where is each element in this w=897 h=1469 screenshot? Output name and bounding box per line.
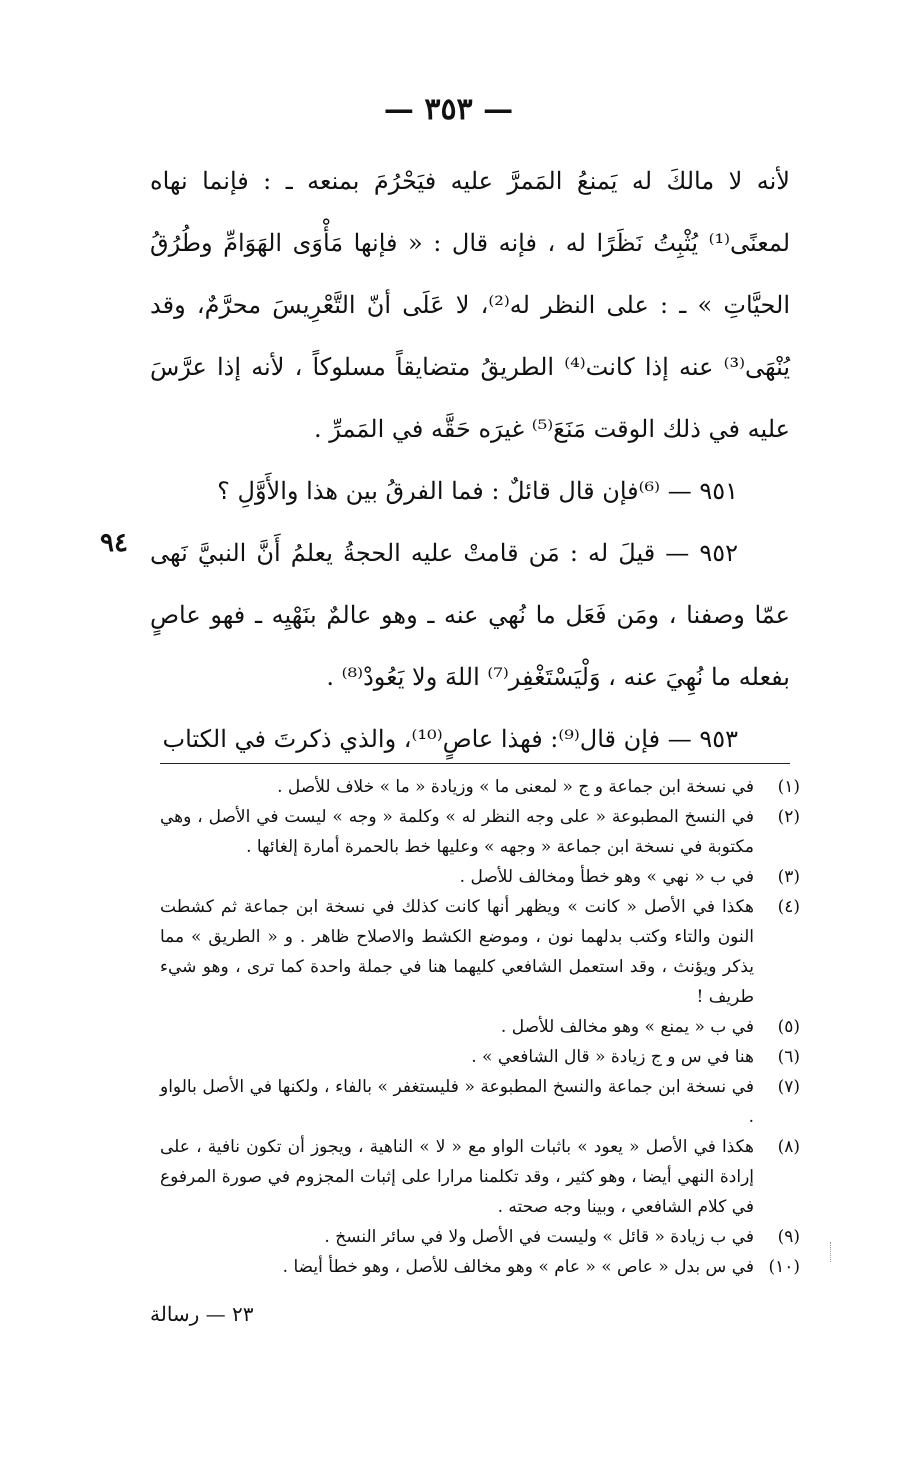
footnote-text: في ب زيادة « قائل » وليست في الأصل ولا في سائر النسخ . (324, 1227, 754, 1247)
footnote (160, 1042, 800, 1072)
printer-signature: ٢٣ — رسالة (150, 1302, 254, 1326)
footnote (160, 862, 800, 892)
footnote-text: في نسخة ابن جماعة والنسخ المطبوعة « فليستغفر » بالفاء ، ولكنها في الأصل بالواو . (160, 1077, 754, 1127)
paragraph-continuation: لأنه لا مالكَ له يَمنعُ المَمرَّ عليه فيَحْرُمَ بمنعه ـ : فإنما نهاه لمعنًى⁽¹⁾ يُثْبِتُ نَظَرًا له ، فإنه قال : « فإنها مَأْوَى الهَوَامِّ وطُرُقُ الحيَّاتِ » ـ : على النظر له⁽²⁾، لا عَلَى أنّ التَّعْرِيسَ محرَّمٌ، وقد يُنْهَى⁽³⁾ عنه إذا كانت⁽⁴⁾ الطريقُ متضايقاً مسلوكاً ، لأنه إذا عرَّسَ عليه في ذلك الوقت مَنَعَ⁽⁵⁾ غيرَه حَقَّه في المَمرِّ . (150, 167, 790, 443)
footnote-text: هنا في س و ج زيادة « قال الشافعي » . (471, 1047, 754, 1067)
footnote-number: (٢) (777, 807, 800, 827)
footnote (160, 1012, 800, 1042)
footnote-text: في ب « يمنع » وهو مخالف للأصل . (500, 1017, 754, 1037)
footnote (160, 802, 800, 862)
footnote-number: (٤) (777, 897, 800, 917)
footnote-text: في نسخة ابن جماعة و ج « لمعنى ما » وزيادة « ما » خلاف للأصل . (277, 777, 754, 797)
paragraph-951: ٩٥١ — ⁽⁶⁾فإن قال قائلٌ : فما الفرقُ بين هذا والأَوَّلِ ؟ (217, 477, 738, 505)
footnote (160, 1252, 800, 1282)
footnote-text: هكذا في الأصل « كانت » ويظهر أنها كانت كذلك في نسخة ابن جماعة ثم كشطت النون والتاء وكتب بدلهما نون ، وموضع الكشط والاصلاح ظاهر . و « الطريق » مما يذكر ويؤنث ، وقد استعمل الشافعي كليهما هنا في جملة واحدة كما ترى ، وهو شيء طريف ! (160, 897, 754, 1007)
footnote (160, 1222, 800, 1252)
page-number: — ٣٥٣ — (383, 92, 514, 127)
footnote-number: (١٠) (768, 1257, 800, 1277)
footnote (160, 772, 800, 802)
footnote-number: (٩) (777, 1227, 800, 1247)
footnote-text: في س بدل « عاص » « عام » وهو مخالف للأصل ، وهو خطأ أيضا . (282, 1257, 754, 1277)
margin-mark (830, 1242, 833, 1262)
footnote-text: هكذا في الأصل « يعود » باثبات الواو مع « لا » الناهية ، ويجوز أن تكون نافية ، على إرادة النهي أيضا ، وهو كثير ، وقد تكلمنا مرارا على إثبات المجزوم في صورة المرفوع في كلام الشافعي ، وبينا وجه صحته . (160, 1137, 754, 1217)
footnote-number: (١) (777, 777, 800, 797)
footnote-number: (٦) (777, 1047, 800, 1067)
paragraph-953: ٩٥٣ — فإن قال⁽⁹⁾: فهذا عاصٍ⁽¹⁰⁾، والذي ذكرتَ في الكتاب (162, 725, 738, 753)
footnote-divider (160, 763, 790, 764)
footnote-number: (٣) (777, 867, 800, 887)
footnote-number: (٨) (777, 1137, 800, 1157)
footnote-number: (٧) (777, 1077, 800, 1097)
footnote (160, 1072, 800, 1132)
footnote-text: في النسخ المطبوعة « على وجه النظر له » وكلمة « وجه » ليست في الأصل ، وهي مكتوبة في نسخة ابن جماعة « وجهه » وعليها خط بالحمرة أمارة إلغائها . (160, 807, 754, 857)
paragraph-952: ٩٥٢ — قيلَ له : مَن قامتْ عليه الحجةُ يعلمُ أَنَّ النبيَّ نَهى عمّا وصفنا ، ومَن فَعَل ما نُهي عنه ـ وهو عالمٌ بنَهْيِه ـ فهو عاصٍ بفعله ما نُهِيَ عنه ، وَلْيَسْتَغْفِر⁽⁷⁾ اللهَ ولا يَعُودْ⁽⁸⁾ . (150, 539, 790, 691)
main-text (150, 150, 790, 770)
footnotes (160, 772, 800, 1282)
footnote-text: في ب « نهي » وهو خطأ ومخالف للأصل . (459, 867, 754, 887)
footnote (160, 1132, 800, 1222)
footnote-number: (٥) (777, 1017, 800, 1037)
footnote (160, 892, 800, 1012)
margin-page-reference: ٩٤ (100, 528, 128, 558)
